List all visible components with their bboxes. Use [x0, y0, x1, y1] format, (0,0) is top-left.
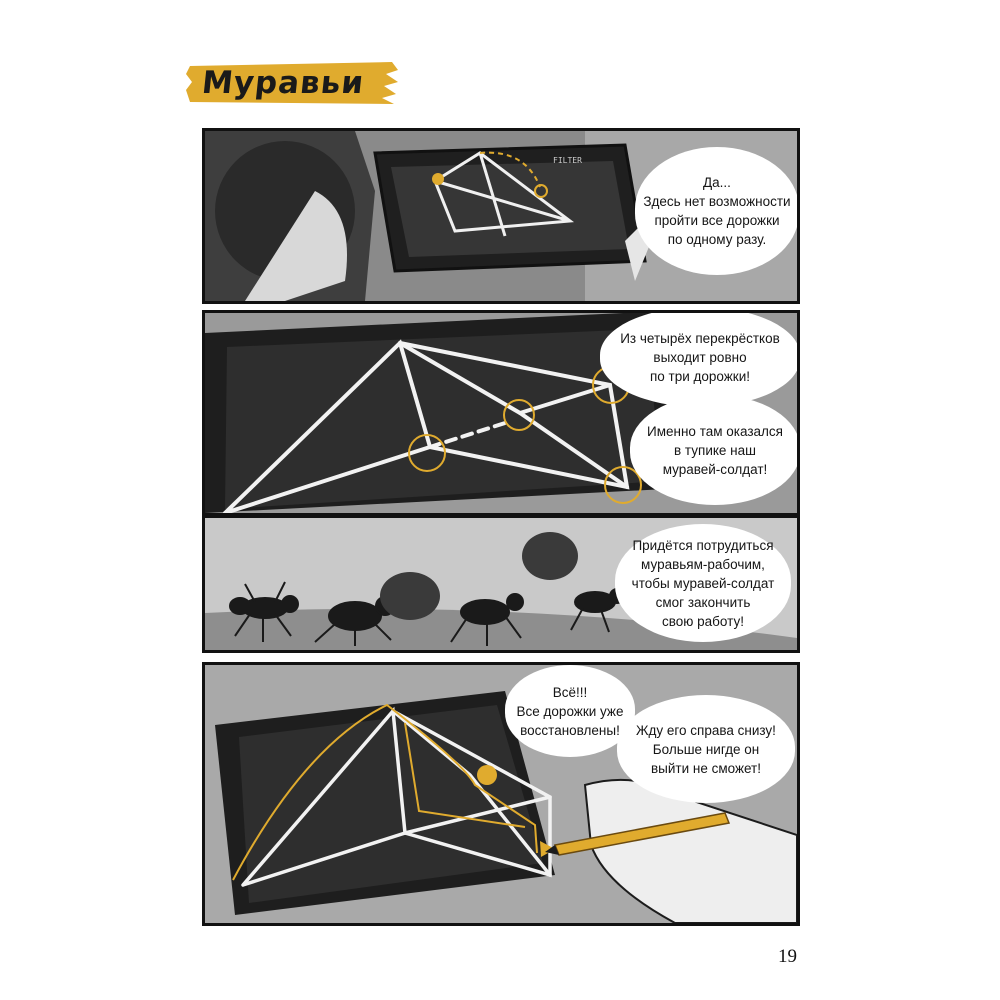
- comic-panel-4: [202, 662, 800, 926]
- page-title: Муравьи: [200, 65, 367, 101]
- screen-label: FILTER: [553, 156, 582, 165]
- speech-bubble: Придётся потрудиться муравьям-рабочим, чтобы муравей-солдат смог закончить свою работу!: [615, 524, 791, 642]
- comic-panel-3: [202, 515, 800, 653]
- speech-bubble: Из четырёх перекрёстков выходит ровно по три дорожки!: [600, 310, 800, 407]
- comic-panel-2: [202, 310, 800, 516]
- page-number: 19: [778, 946, 797, 967]
- speech-bubble: Всё!!! Все дорожки уже восстановлены!: [505, 665, 635, 757]
- speech-bubble: Жду его справа снизу! Больше нигде он выйти не сможет!: [617, 695, 795, 803]
- rock: [380, 572, 440, 620]
- rock: [522, 532, 578, 580]
- speech-bubble: Да... Здесь нет возможности пройти все дорожки по одному разу.: [635, 147, 799, 275]
- comic-panel-1: [202, 128, 800, 304]
- tablet-board: [375, 145, 645, 271]
- speech-bubble: Именно там оказался в тупике наш муравей-солдат!: [630, 395, 800, 505]
